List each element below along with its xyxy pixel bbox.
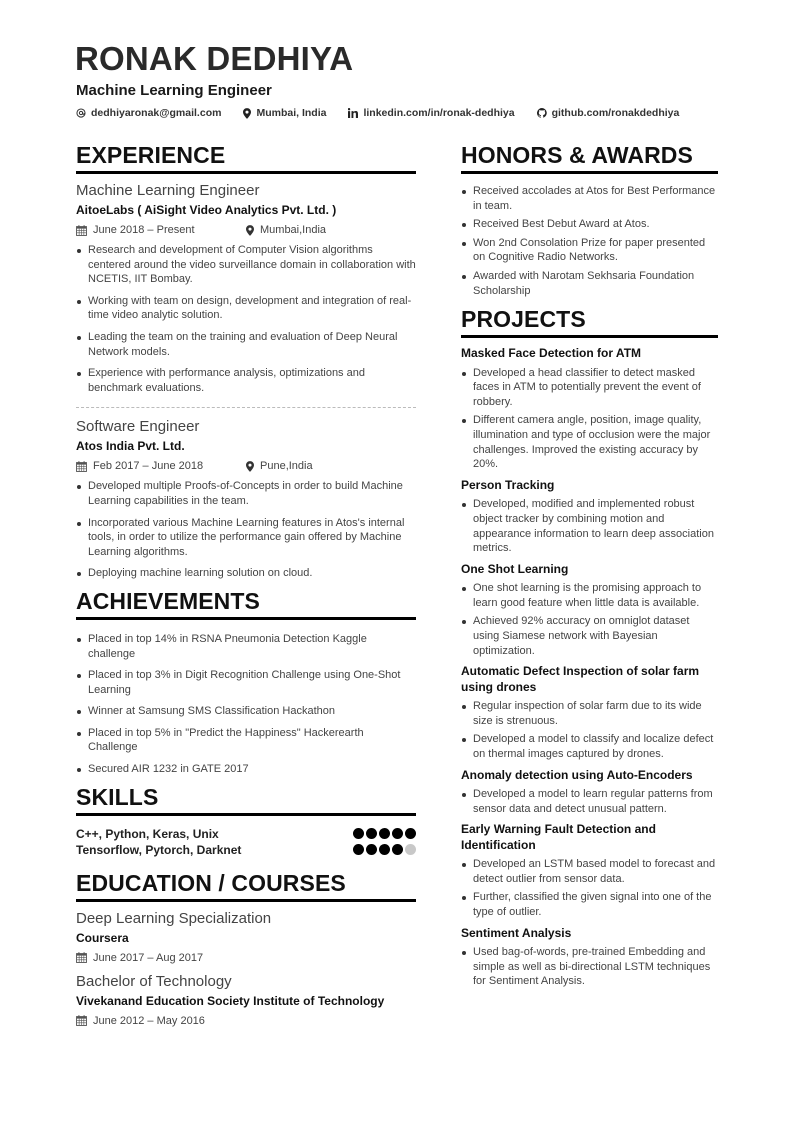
achievements-section [76, 588, 416, 777]
project-entry [461, 664, 718, 761]
job-meta [76, 459, 416, 473]
rating-dot-filled [366, 828, 377, 839]
project-bullets [461, 787, 718, 816]
job-entry [76, 182, 416, 395]
project-title: Person Tracking [461, 477, 555, 492]
honor-item: Received accolades at Atos for Best Performance in team. [461, 184, 718, 213]
job-bullets [76, 243, 416, 395]
honor-item: Received Best Debut Award at Atos. [461, 217, 718, 232]
achievement-item: Placed in top 3% in Digit Recognition Challenge using One-Shot Learning [76, 668, 416, 697]
contact-linkedin[interactable] [348, 107, 514, 119]
skill-name: C++, Python, Keras, Unix [76, 826, 219, 841]
education-meta [76, 951, 416, 965]
rating-dot-filled [392, 844, 403, 855]
skill-rating [351, 828, 416, 839]
education-entry [76, 973, 416, 1028]
right-column [461, 142, 718, 993]
bullet-item: Developed a head classifier to detect masked faces in ATM to potentially prevent the event of robbery. [461, 366, 718, 410]
experience-section [76, 142, 416, 581]
project-title: One Shot Learning [461, 561, 569, 576]
map-pin-icon [243, 108, 251, 119]
bullet-item: Different camera angle, position, image quality, illumination and type of occlusion were the major challenges. Improved the existing accuracy by 20%. [461, 413, 718, 471]
achievement-item: Placed in top 5% in "Predict the Happiness" Hackerearth Challenge [76, 726, 416, 755]
rating-dot-empty [405, 844, 416, 855]
job-divider [76, 407, 416, 408]
company-name: Atos India Pvt. Ltd. [76, 439, 185, 454]
contact-email[interactable] [76, 107, 221, 119]
skills-heading: SKILLS [76, 784, 416, 816]
project-title: Automatic Defect Inspection of solar farm using drones [461, 664, 700, 694]
degree-title: Bachelor of Technology [76, 972, 232, 990]
contact-github[interactable] [537, 107, 680, 119]
email-text: dedhiyaronak@gmail.com [91, 107, 222, 119]
linkedin-icon [348, 108, 358, 118]
rating-dot-filled [353, 844, 364, 855]
experience-heading: EXPERIENCE [76, 142, 416, 174]
institution-name: Coursera [76, 930, 129, 945]
education-date-text: June 2017 – Aug 2017 [93, 951, 204, 964]
job-entry [76, 418, 416, 581]
location-text: Mumbai, India [256, 107, 327, 119]
education-meta [76, 1014, 416, 1028]
education-section [76, 870, 416, 1028]
project-bullets [461, 857, 718, 919]
project-bullets [461, 581, 718, 658]
skills-section [76, 784, 416, 858]
projects-heading: PROJECTS [461, 306, 718, 338]
project-entry [461, 822, 718, 919]
achievements-list [76, 632, 416, 777]
bullet-item: Used bag-of-words, pre-trained Embedding and simple as well as bi-directional LSTM techniques for Sentiment Analysis. [461, 945, 718, 989]
project-title: Early Warning Fault Detection and Identification [461, 822, 656, 852]
candidate-title: Machine Learning Engineer [76, 82, 272, 99]
rating-dot-filled [366, 844, 377, 855]
calendar-icon [76, 225, 87, 236]
at-icon [76, 108, 86, 118]
job-location-text: Pune,India [260, 460, 313, 473]
company-name: AitoeLabs ( AiSight Video Analytics Pvt. Ltd. ) [76, 203, 337, 217]
rating-dot-filled [392, 828, 403, 839]
bullet-item: Developed a model to classify and localize defect on thermal images captured by drones. [461, 732, 718, 761]
job-location [246, 223, 326, 237]
job-date-text: Feb 2017 – June 2018 [93, 460, 204, 473]
education-date-text: June 2012 – May 2016 [93, 1014, 205, 1027]
bullet-item: Regular inspection of solar farm due to its wide size is strenuous. [461, 699, 718, 728]
achievement-item: Winner at Samsung SMS Classification Hackathon [76, 704, 416, 719]
bullet-item: Incorporated various Machine Learning features in Atos's internal tools, in order to utilize the performance gain offered by Machine Learning algorithms. [76, 516, 416, 560]
education-date [76, 951, 246, 965]
job-title: Software Engineer [76, 418, 200, 436]
calendar-icon [76, 461, 87, 472]
achievement-item: Secured AIR 1232 in GATE 2017 [76, 762, 416, 777]
honors-section [461, 142, 718, 298]
job-date-text: June 2018 – Present [93, 224, 195, 236]
project-title: Sentiment Analysis [461, 925, 572, 940]
project-entry [461, 926, 718, 989]
skill-rating [351, 844, 416, 855]
rating-dot-filled [353, 828, 364, 839]
bullet-item: Research and development of Computer Vision algorithms centered around the video surveillance domain in collaboration with NCETIS, IIT Bombay. [76, 243, 416, 287]
job-meta [76, 223, 416, 237]
achievement-item: Placed in top 14% in RSNA Pneumonia Detection Kaggle challenge [76, 632, 416, 661]
bullet-item: One shot learning is the promising approach to learn good feature when little data is available. [461, 581, 718, 610]
calendar-icon [76, 952, 87, 963]
project-bullets [461, 945, 718, 989]
project-entry [461, 768, 718, 817]
honor-item: Won 2nd Consolation Prize for paper presented on Cognitive Radio Networks. [461, 236, 718, 265]
project-title: Masked Face Detection for ATM [461, 346, 642, 361]
job-location [246, 459, 313, 473]
bullet-item: Deploying machine learning solution on cloud. [76, 566, 416, 581]
linkedin-text: linkedin.com/in/ronak-dedhiya [363, 107, 515, 119]
bullet-item: Leading the team on the training and evaluation of Deep Neural Network models. [76, 330, 416, 359]
bullet-item: Developed a model to learn regular patterns from sensor data and detect unusual pattern. [461, 787, 718, 816]
rating-dot-filled [405, 828, 416, 839]
map-pin-icon [246, 225, 254, 236]
projects-section [461, 306, 718, 989]
bullet-item: Developed multiple Proofs-of-Concepts in order to build Machine Learning capabilities in the team. [76, 479, 416, 508]
bullet-item: Developed an LSTM based model to forecast and detect outlier from sensor data. [461, 857, 718, 886]
calendar-icon [76, 1015, 87, 1026]
rating-dot-filled [379, 844, 390, 855]
bullet-item: Further, classified the given signal into one of the type of outlier. [461, 890, 718, 919]
project-bullets [461, 699, 718, 761]
bullet-item: Working with team on design, development and integration of real-time video analytic solution. [76, 294, 416, 323]
institution-name: Vivekanand Education Society Institute of Technology [76, 993, 385, 1008]
honors-heading: HONORS & AWARDS [461, 142, 718, 174]
candidate-name: RONAK DEDHIYA [75, 40, 354, 77]
job-location-text: Mumbai,India [260, 224, 327, 236]
education-entry [76, 910, 416, 965]
honor-item: Awarded with Narotam Sekhsaria Foundation Scholarship [461, 269, 718, 298]
degree-title: Deep Learning Specialization [76, 909, 272, 927]
skill-row [76, 842, 416, 858]
education-heading: EDUCATION / COURSES [76, 870, 416, 902]
skill-name: Tensorflow, Pytorch, Darknet [76, 842, 242, 857]
project-title: Anomaly detection using Auto-Encoders [461, 767, 693, 782]
project-entry [461, 478, 718, 556]
bullet-item: Developed, modified and implemented robust object tracker by combining motion and appearance information to learn deep association metrics. [461, 497, 718, 555]
education-date [76, 1014, 246, 1028]
project-entry [461, 346, 718, 472]
contact-bar [76, 107, 701, 119]
project-bullets [461, 366, 718, 472]
github-icon [537, 108, 547, 118]
project-entry [461, 562, 718, 658]
job-title: Machine Learning Engineer [76, 182, 260, 199]
bullet-item: Achieved 92% accuracy on omniglot dataset using Siamese network with Bayesian optimization. [461, 614, 718, 658]
github-text: github.com/ronakdedhiya [551, 107, 680, 119]
skill-row [76, 826, 416, 842]
bullet-item: Experience with performance analysis, optimizations and benchmark evaluations. [76, 366, 416, 395]
honors-list [461, 184, 718, 298]
project-bullets [461, 497, 718, 555]
job-date [76, 459, 246, 473]
left-column [76, 142, 416, 1028]
rating-dot-filled [379, 828, 390, 839]
achievements-heading: ACHIEVEMENTS [76, 588, 416, 620]
job-bullets [76, 479, 416, 581]
map-pin-icon [246, 461, 254, 472]
contact-location [243, 107, 326, 119]
job-date [76, 223, 246, 237]
